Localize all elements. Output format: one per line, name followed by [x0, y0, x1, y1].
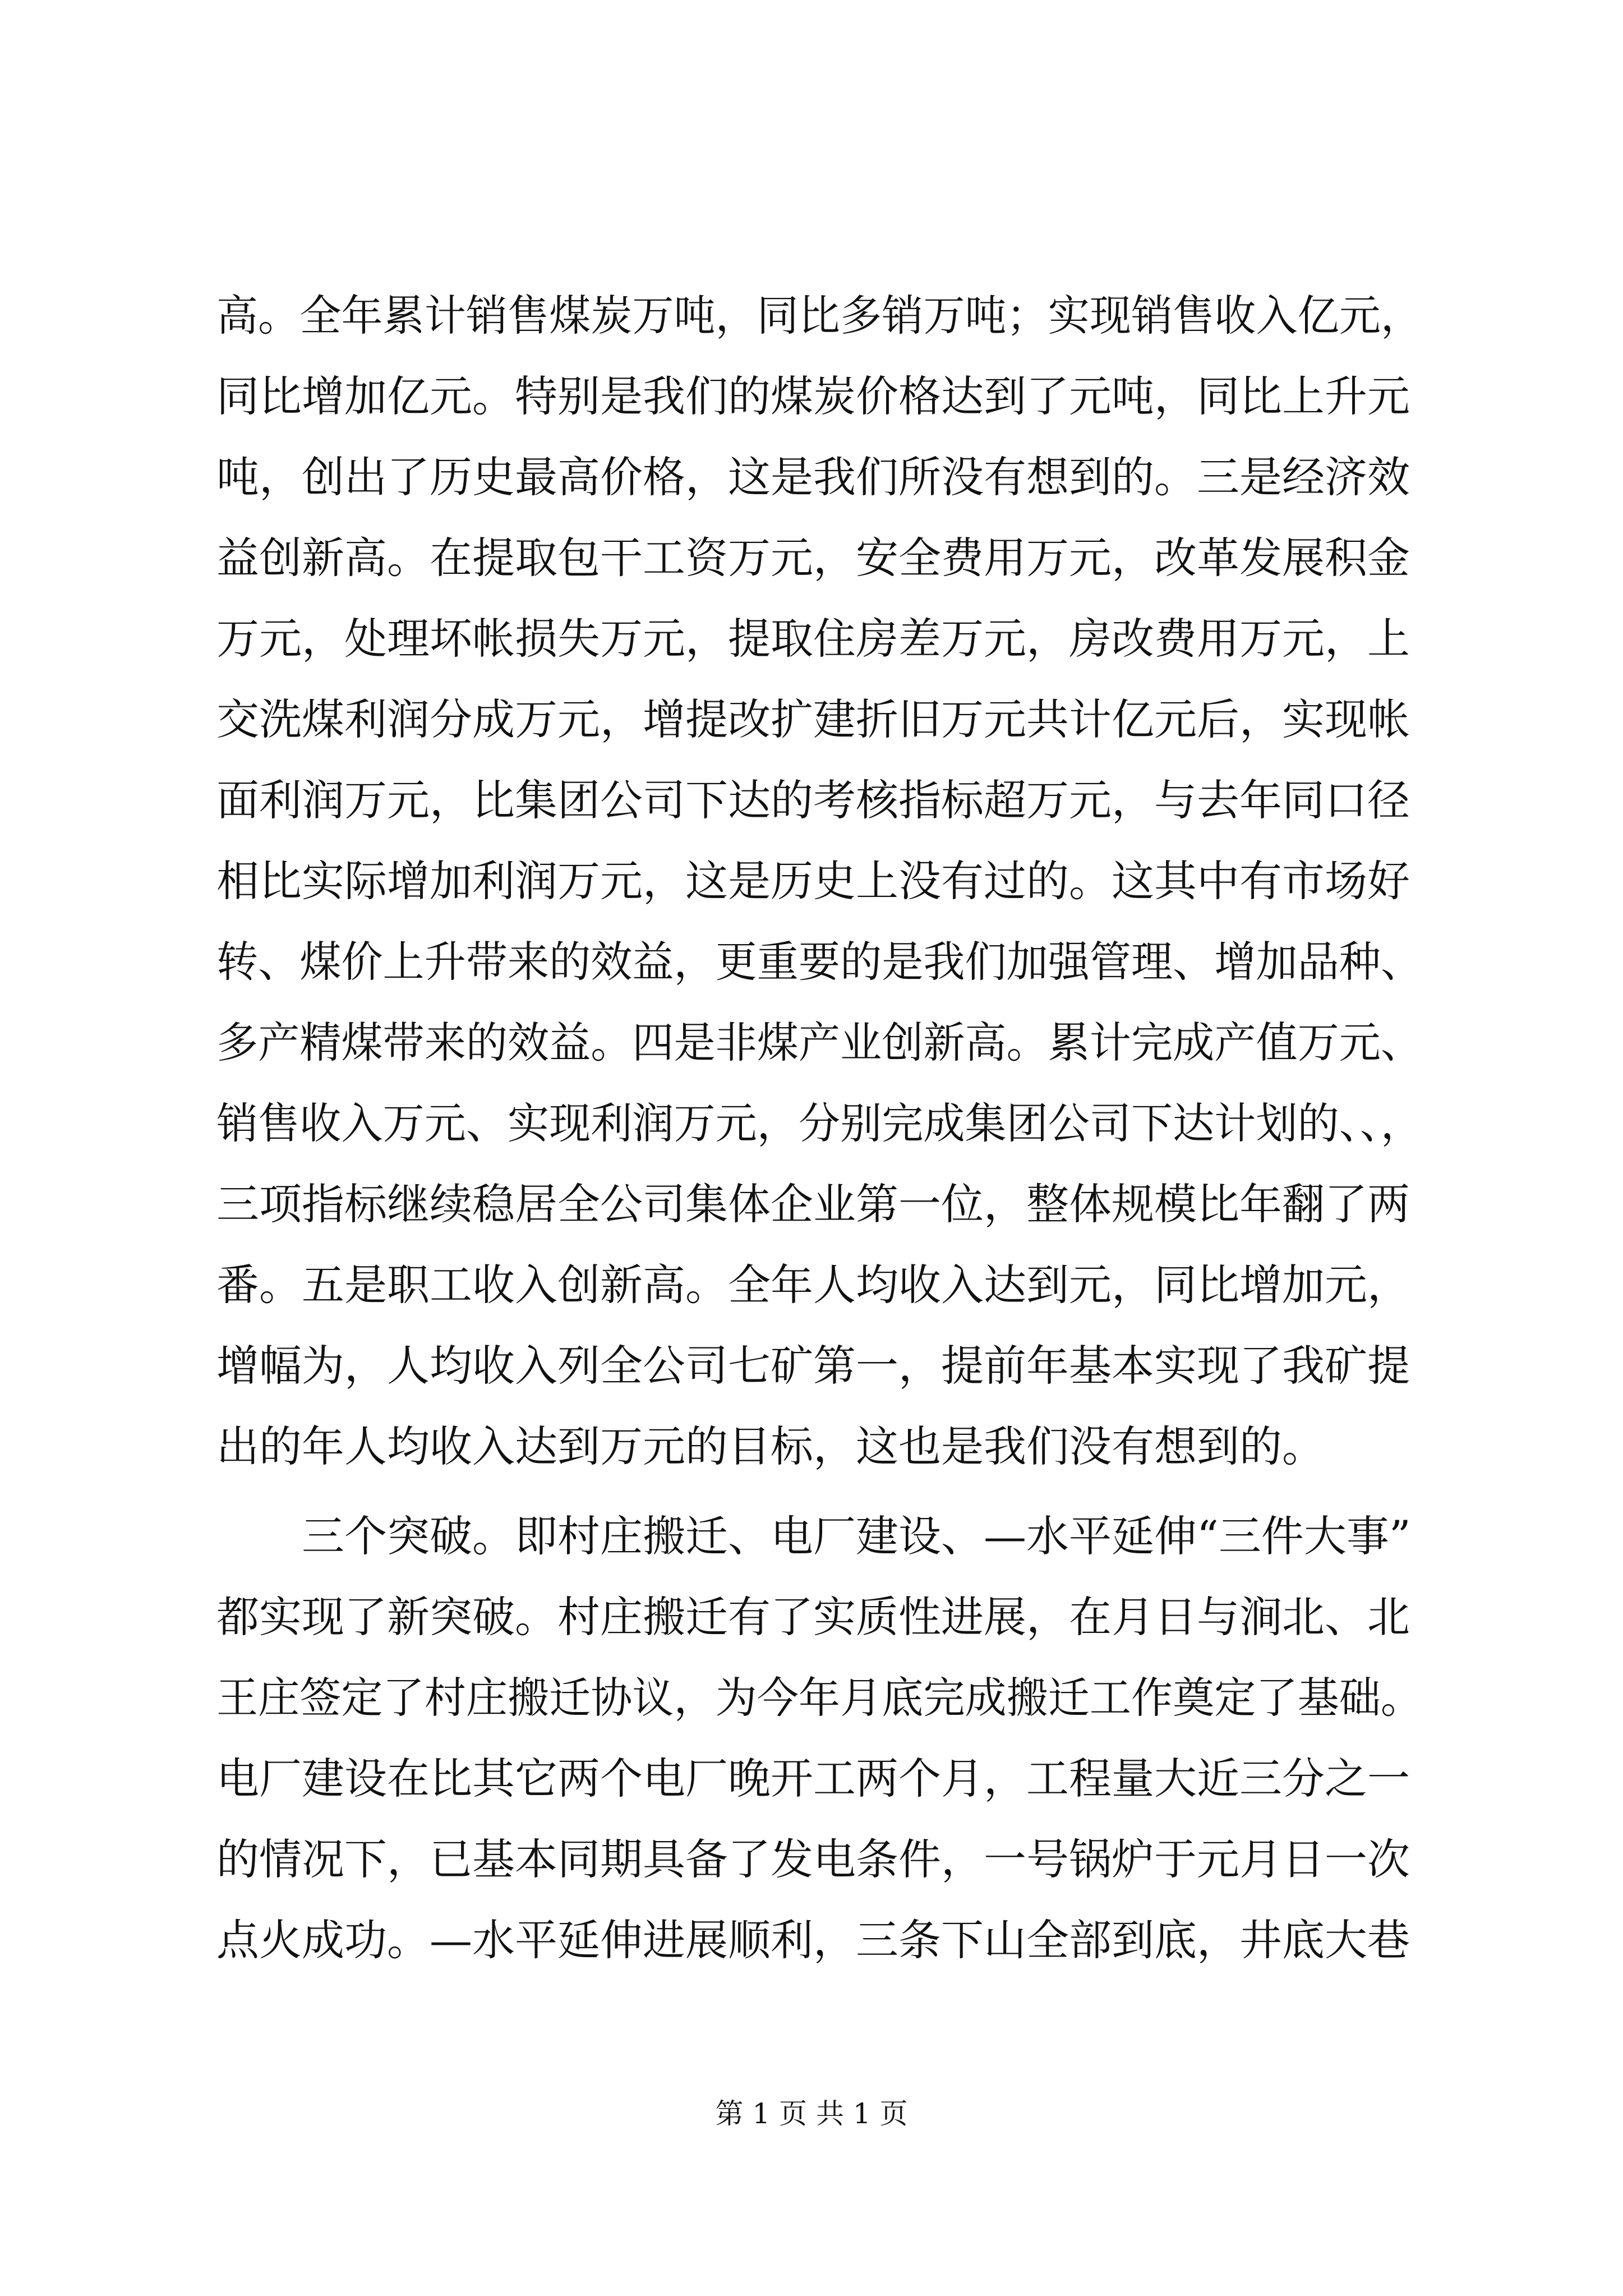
text-line: 面利润万元，比集团公司下达的考核指标超万元，与去年同口径 — [216, 775, 1410, 825]
text-line: 王庄签定了村庄搬迁协议，为今年月底完成搬迁工作奠定了基础。 — [216, 1673, 1422, 1723]
text-line: 的情况下，已基本同期具备了发电条件，一号锅炉于元月日一次 — [216, 1834, 1410, 1884]
text-line: 出的年人均收入达到万元的目标，这也是我们没有想到的。 — [216, 1421, 1325, 1471]
text-line: 都实现了新突破。村庄搬迁有了实质性进展，在月日与涧北、北 — [216, 1592, 1410, 1642]
text-line: 番。五是职工收入创新高。全年人均收入达到元，同比增加元， — [216, 1260, 1410, 1310]
text-line: 益创新高。在提取包干工资万元，安全费用万元，改革发展积金 — [216, 533, 1410, 583]
text-line: 转、煤价上升带来的效益，更重要的是我们加强管理、增加品种、 — [216, 937, 1422, 987]
text-line: 交洗煤利润分成万元，增提改扩建折旧万元共计亿元后，实现帐 — [216, 694, 1410, 744]
text-line: 相比实际增加利润万元，这是历史上没有过的。这其中有市场好 — [216, 856, 1410, 906]
paragraph-first-line: 三个突破。即村庄搬迁、电厂建设、—水平延伸“三件大事” — [302, 1511, 1411, 1561]
text-line: 万元，处理坏帐损失万元，提取住房差万元，房改费用万元，上 — [216, 614, 1410, 664]
text-line: 电厂建设在比其它两个电厂晚开工两个月，工程量大近三分之一 — [216, 1754, 1410, 1803]
text-line: 点火成功。—水平延伸进展顺利，三条下山全部到底，井底大巷 — [216, 1915, 1410, 1965]
text-line: 销售收入万元、实现利润万元，分别完成集团公司下达计划的、、， — [216, 1098, 1422, 1148]
text-line: 多产精煤带来的效益。四是非煤产业创新高。累计完成产值万元、 — [216, 1018, 1422, 1068]
text-line: 增幅为，人均收入列全公司七矿第一，提前年基本实现了我矿提 — [216, 1341, 1410, 1391]
text-line: 同比增加亿元。特别是我们的煤炭价格达到了元吨，同比上升元 — [216, 371, 1410, 421]
text-line: 三项指标继续稳居全公司集体企业第一位，整体规模比年翻了两 — [216, 1179, 1410, 1229]
text-line: 高。全年累计销售煤炭万吨，同比多销万吨；实现销售收入亿元， — [216, 291, 1422, 341]
page-footer: 第 1 页 共 1 页 — [715, 2097, 908, 2130]
text-line: 吨，创出了历史最高价格，这是我们所没有想到的。三是经济效 — [216, 452, 1410, 502]
